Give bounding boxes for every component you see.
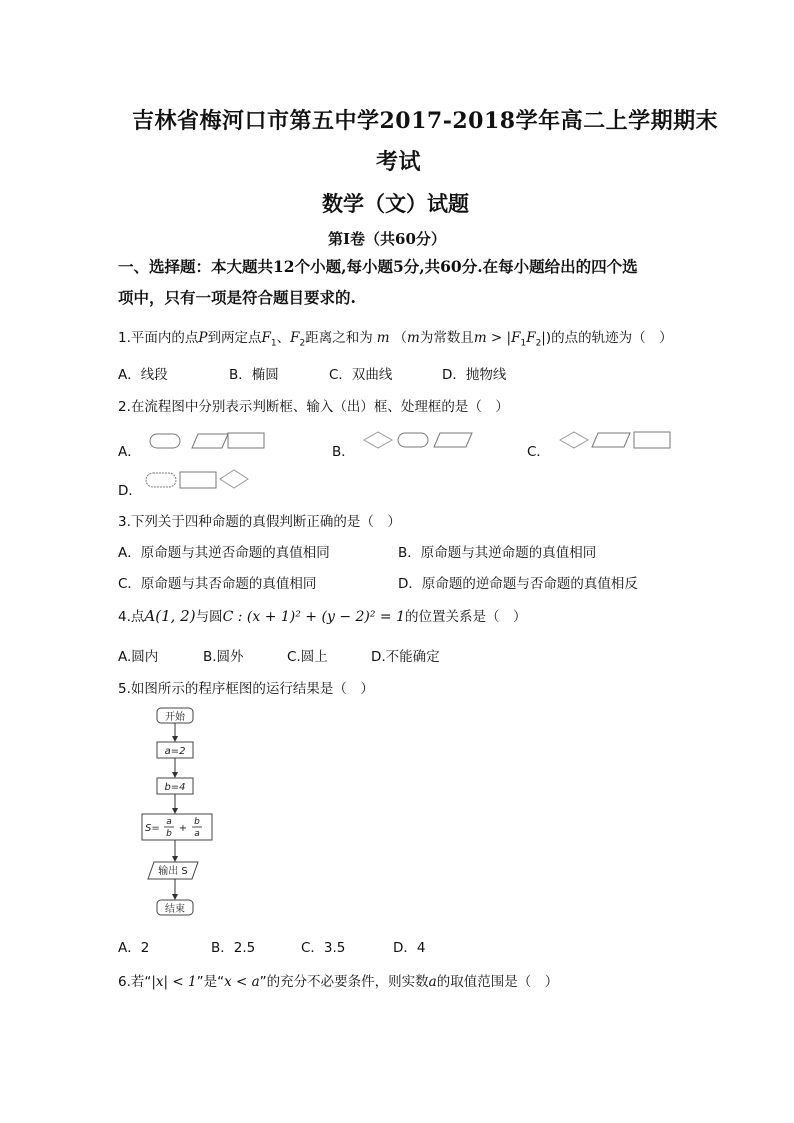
q2-option-c-shapes: [558, 428, 674, 454]
flow-frac1-den: b: [166, 829, 172, 839]
q1-m2: m: [407, 330, 420, 346]
section-intro-line2: 项中，只有一项是符合题目要求的.: [118, 288, 356, 307]
q4-circle-eq: C : (x + 1)² + (y − 2)² = 1: [222, 609, 406, 625]
flow-assign-a-text: a=2: [164, 746, 186, 757]
q1-text5: 为常数且: [419, 330, 474, 346]
q1-cond: m > |F: [473, 330, 521, 346]
q4-prefix: 4.点: [118, 609, 145, 625]
flow-frac1-num: a: [166, 817, 172, 827]
q5-option-b: B．2.5: [211, 940, 256, 956]
question-4: [118, 605, 527, 625]
flow-compute-lhs: S=: [145, 823, 160, 834]
q4-text3: 的位置关系是（ ）: [405, 609, 527, 625]
flow-start-text: 开始: [165, 712, 185, 723]
q6-cond1: |x| < 1: [151, 974, 197, 990]
question-5: 5.如图所示的程序框图的运行结果是（ ）: [118, 681, 374, 697]
q1-text3: 距离之和为: [305, 330, 373, 346]
q1-text2: 到两定点: [207, 330, 262, 346]
q1-option-b: B．椭圆: [229, 367, 279, 383]
q5-flowchart: [130, 702, 230, 924]
question-3: 3.下列关于四种命题的真假判断正确的是（ ）: [118, 514, 401, 530]
flow-end-text: 结束: [165, 904, 185, 915]
q1-text6: )的点的轨迹为（ ）: [545, 330, 673, 346]
q3-option-a: A．原命题与其逆否命题的真值相同: [118, 545, 330, 561]
q1-cond-sub2: 2: [535, 338, 542, 349]
flow-frac2-num: b: [194, 817, 200, 827]
q1-f1: F: [261, 330, 271, 346]
q3-option-b: B．原命题与其逆命题的真值相同: [398, 545, 597, 561]
section-intro-line1: 一、选择题：本大题共12个小题,每小题5分,共60分.在每小题给出的四个选: [118, 257, 638, 276]
q2-option-b-shapes: [362, 428, 482, 454]
q2-option-a-shapes: [148, 430, 268, 452]
q3-option-c: C．原命题与其否命题的真值相同: [118, 576, 317, 592]
flow-plus: +: [178, 823, 188, 834]
page-title-line1: 吉林省梅河口市第五中学2017-2018学年高二上学期期末: [132, 108, 719, 134]
q2-option-d-shapes: [144, 467, 268, 493]
q4-option-b: B.圆外: [203, 649, 244, 665]
flow-frac2-den: a: [194, 829, 200, 839]
q6-cond2: x < a: [224, 974, 260, 990]
q4-option-a: A.圆内: [118, 649, 159, 665]
q5-option-a: A．2: [118, 940, 150, 956]
q1-f2-sub: 2: [299, 338, 306, 349]
q5-option-d: D．4: [393, 940, 426, 956]
q2-option-b-label: B．: [332, 444, 355, 460]
q6-prefix: 6.若“: [118, 974, 152, 990]
q1-cond-sub1: 1: [520, 338, 527, 349]
flow-assign-b-text: b=4: [164, 782, 186, 793]
q1-option-d: D．抛物线: [442, 367, 507, 383]
q5-option-c: C．3.5: [301, 940, 346, 956]
q1-cond-end: |: [541, 330, 546, 346]
q1-cond-f: F: [526, 330, 536, 346]
q6-text4: 的取值范围是（ ）: [436, 974, 559, 990]
question-2: 2.在流程图中分别表示判断框、输入（出）框、处理框的是（ ）: [118, 399, 509, 415]
q1-prefix: 1.平面内的点: [118, 330, 199, 346]
q2-option-d-label: D．: [118, 483, 142, 499]
q2-option-a-label: A．: [118, 444, 141, 460]
q3-option-d: D．原命题的逆命题与否命题的真值相反: [398, 576, 638, 592]
q1-point-p: P: [198, 330, 208, 346]
question-1: [118, 326, 673, 349]
q4-option-d: D.不能确定: [371, 649, 440, 665]
q1-f1-sub: 1: [270, 338, 277, 349]
question-6: [118, 970, 558, 990]
q6-a: a: [428, 974, 437, 990]
q1-option-c: C．双曲线: [329, 367, 393, 383]
q6-text3: ”的充分不必要条件，则实数: [259, 974, 429, 990]
q4-option-c: C.圆上: [287, 649, 328, 665]
q6-text2: ”是“: [196, 974, 225, 990]
q1-f2: F: [290, 330, 300, 346]
volume-heading: 第Ⅰ卷（共60分）: [328, 230, 446, 248]
q2-option-c-label: C．: [527, 444, 550, 460]
q1-option-a: A．线段: [118, 367, 168, 383]
q4-point: A(1, 2): [144, 607, 196, 625]
q1-text4: （: [393, 330, 408, 346]
q1-sep: 、: [276, 330, 291, 346]
q4-text2: 与圆: [195, 609, 223, 625]
q1-m: m: [376, 330, 390, 346]
page-title-line2: 考试: [376, 149, 422, 175]
flow-output-text: 输出 S: [158, 866, 188, 877]
subject-title: 数学（文）试题: [322, 191, 469, 216]
